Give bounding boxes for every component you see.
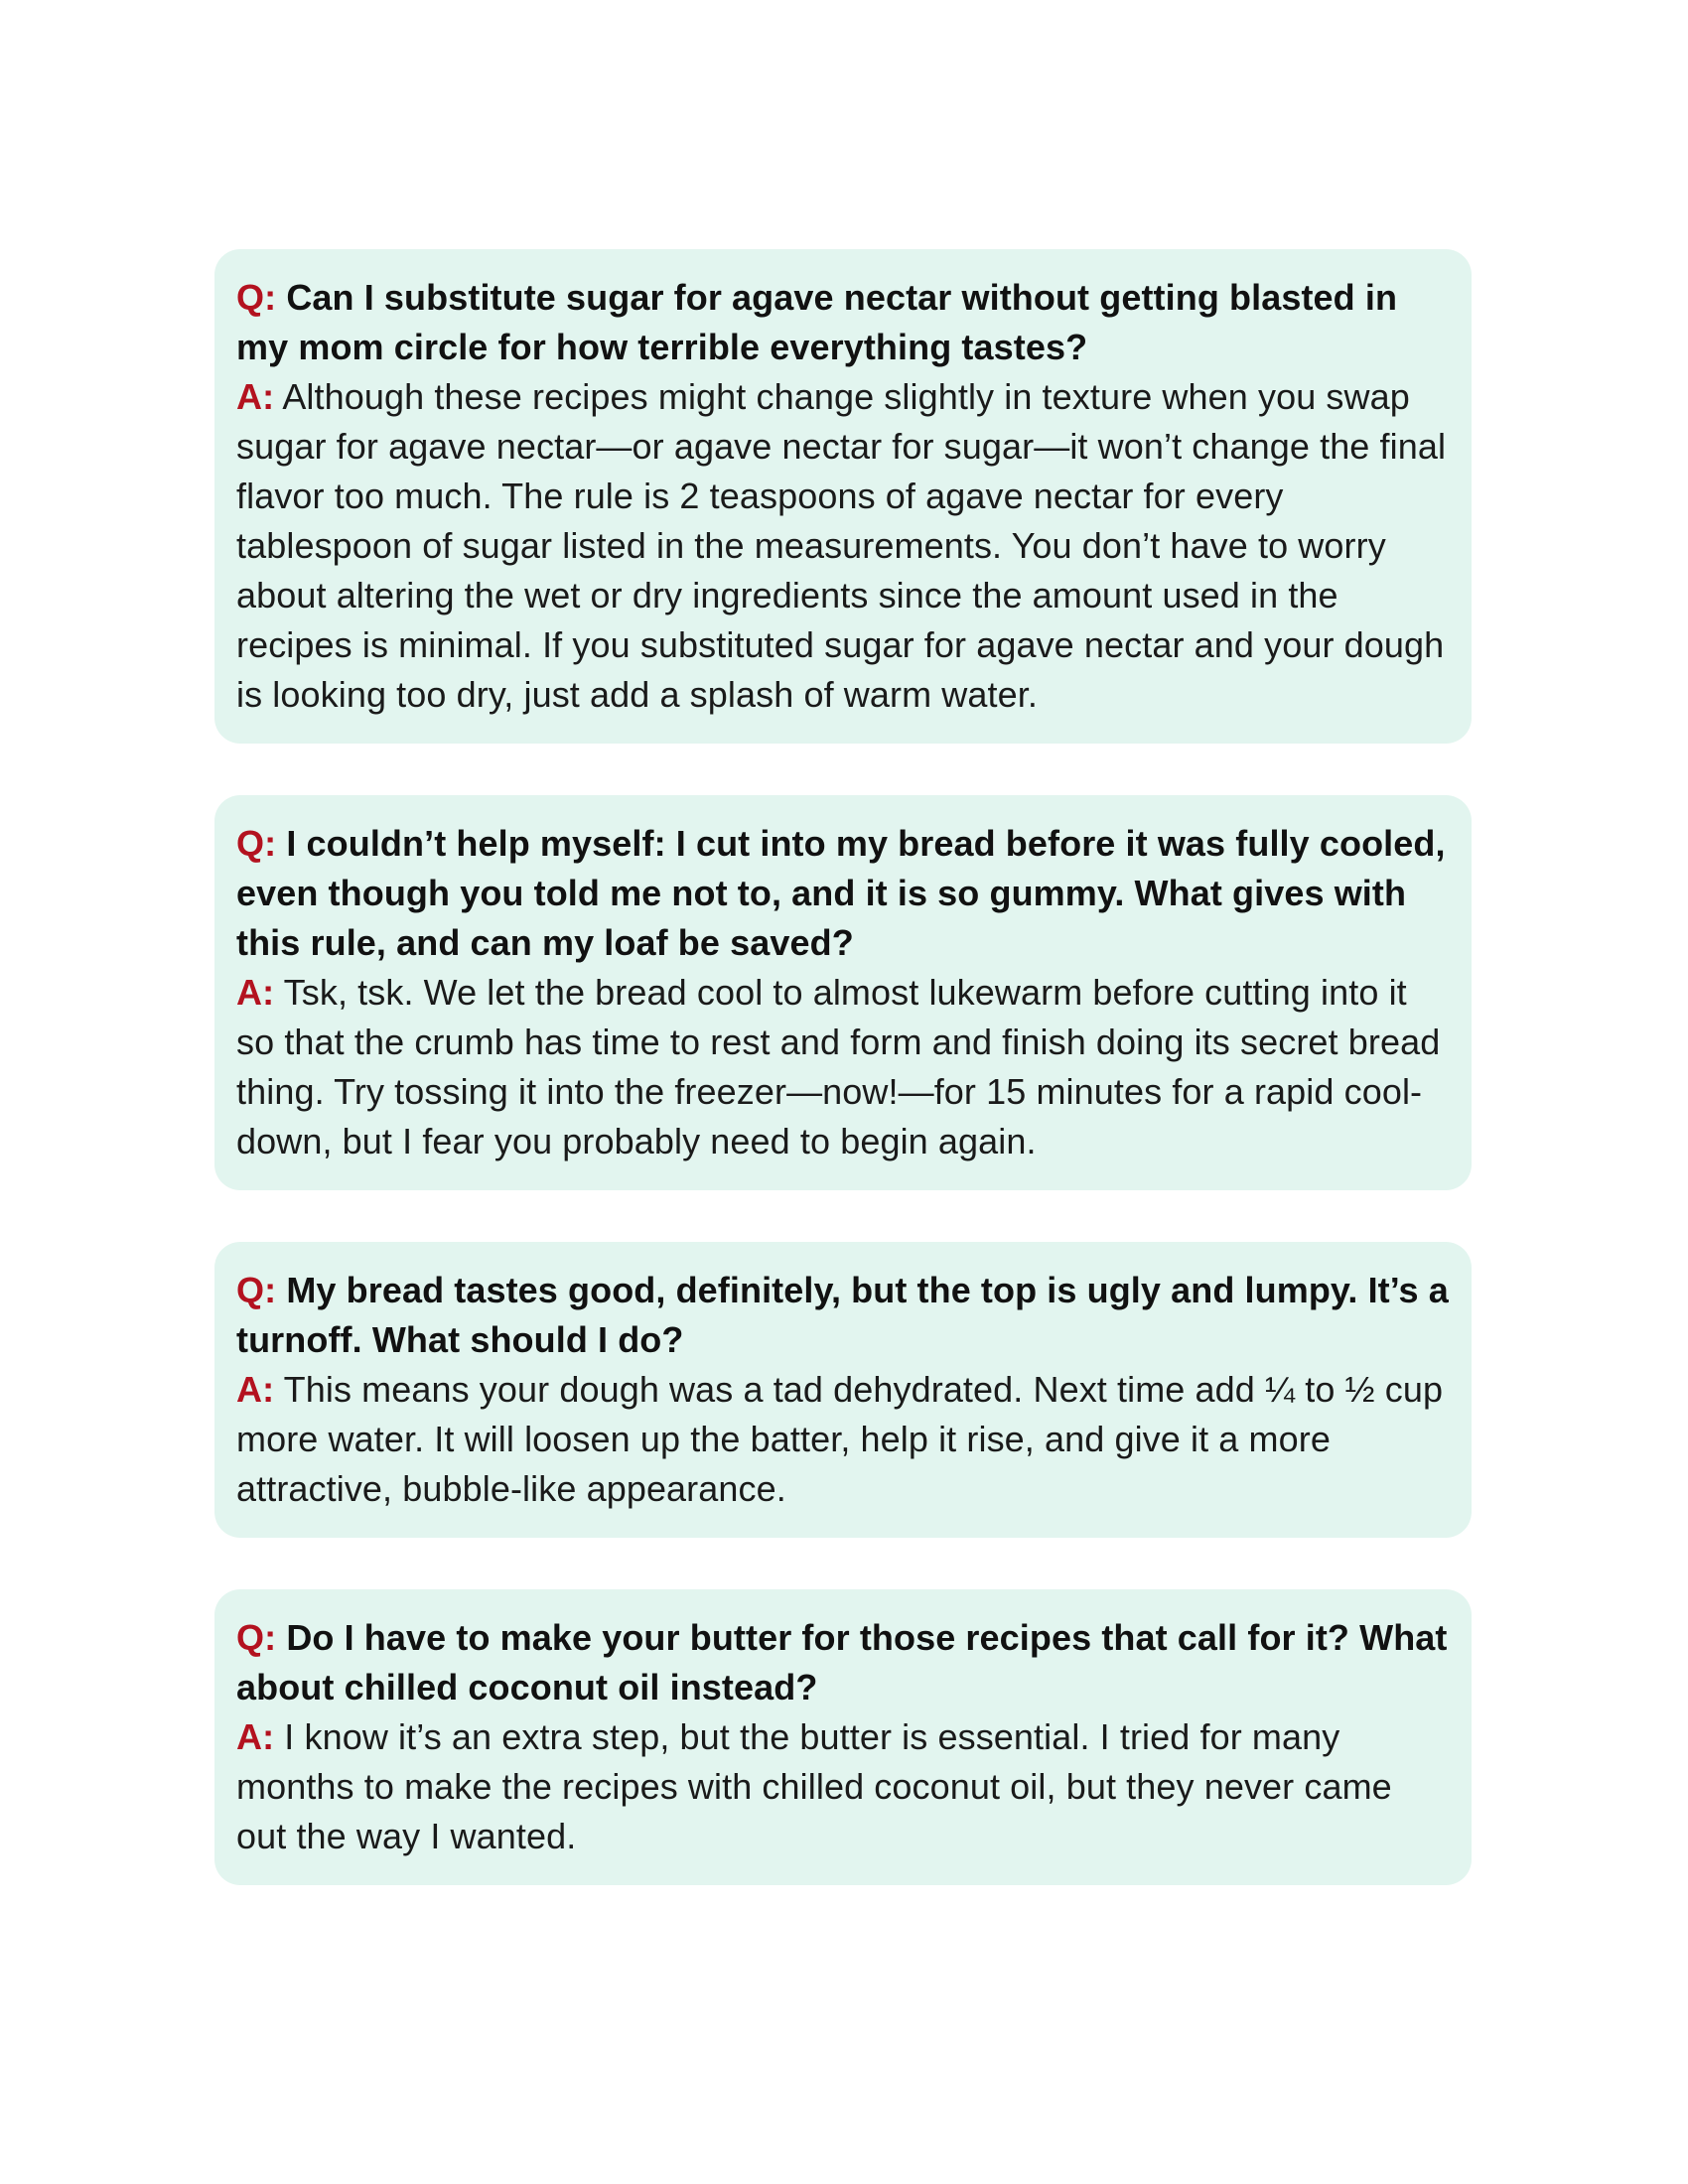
question-label: Q:	[236, 823, 277, 864]
faq-card-2	[214, 795, 1472, 1190]
faq-answer	[236, 968, 1450, 1166]
answer-text: Although these recipes might change slightly in texture when you swap sugar for agave nectar—or agave nectar for sugar—it won’t change the final flavor too much. The rule is 2 teaspoons of agave nectar for every tablespoon of sugar listed in the measurements. You don’t have to worry about altering the wet or dry ingredients since the amount used in the recipes is minimal. If you substituted sugar for agave nectar and your dough is looking too dry, just add a splash of warm water.	[236, 376, 1447, 715]
faq-answer	[236, 1712, 1450, 1861]
faq-list	[214, 249, 1472, 1937]
question-label: Q:	[236, 1270, 277, 1310]
answer-label: A:	[236, 376, 275, 417]
answer-label: A:	[236, 1716, 275, 1757]
faq-card-4	[214, 1589, 1472, 1885]
answer-text: I know it’s an extra step, but the butter is essential. I tried for many months to make the recipes with chilled coconut oil, but they never came out the way I wanted.	[236, 1716, 1392, 1856]
faq-answer	[236, 1365, 1450, 1514]
question-text: Do I have to make your butter for those recipes that call for it? What about chilled coconut oil instead?	[236, 1617, 1448, 1707]
question-label: Q:	[236, 1617, 277, 1658]
question-text: My bread tastes good, definitely, but the top is ugly and lumpy. It’s a turnoff. What should I do?	[236, 1270, 1449, 1360]
answer-text: This means your dough was a tad dehydrated. Next time add ¼ to ½ cup more water. It will loosen up the batter, help it rise, and give it a more attractive, bubble-like appearance.	[236, 1369, 1444, 1509]
faq-question	[236, 819, 1450, 968]
faq-answer	[236, 372, 1450, 720]
answer-label: A:	[236, 972, 275, 1013]
answer-label: A:	[236, 1369, 275, 1410]
faq-question	[236, 1613, 1450, 1712]
faq-card-3	[214, 1242, 1472, 1538]
question-label: Q:	[236, 277, 277, 318]
faq-question	[236, 273, 1450, 372]
faq-card-1	[214, 249, 1472, 744]
question-text: Can I substitute sugar for agave nectar without getting blasted in my mom circle for how terrible everything tastes?	[236, 277, 1398, 367]
faq-question	[236, 1266, 1450, 1365]
answer-text: Tsk, tsk. We let the bread cool to almost lukewarm before cutting into it so that the crumb has time to rest and form and finish doing its secret bread thing. Try tossing it into the freezer—now!—for 15 minutes for a rapid cool-down, but I fear you probably need to begin again.	[236, 972, 1441, 1161]
question-text: I couldn’t help myself: I cut into my bread before it was fully cooled, even though you told me not to, and it is so gummy. What gives with this rule, and can my loaf be saved?	[236, 823, 1446, 963]
